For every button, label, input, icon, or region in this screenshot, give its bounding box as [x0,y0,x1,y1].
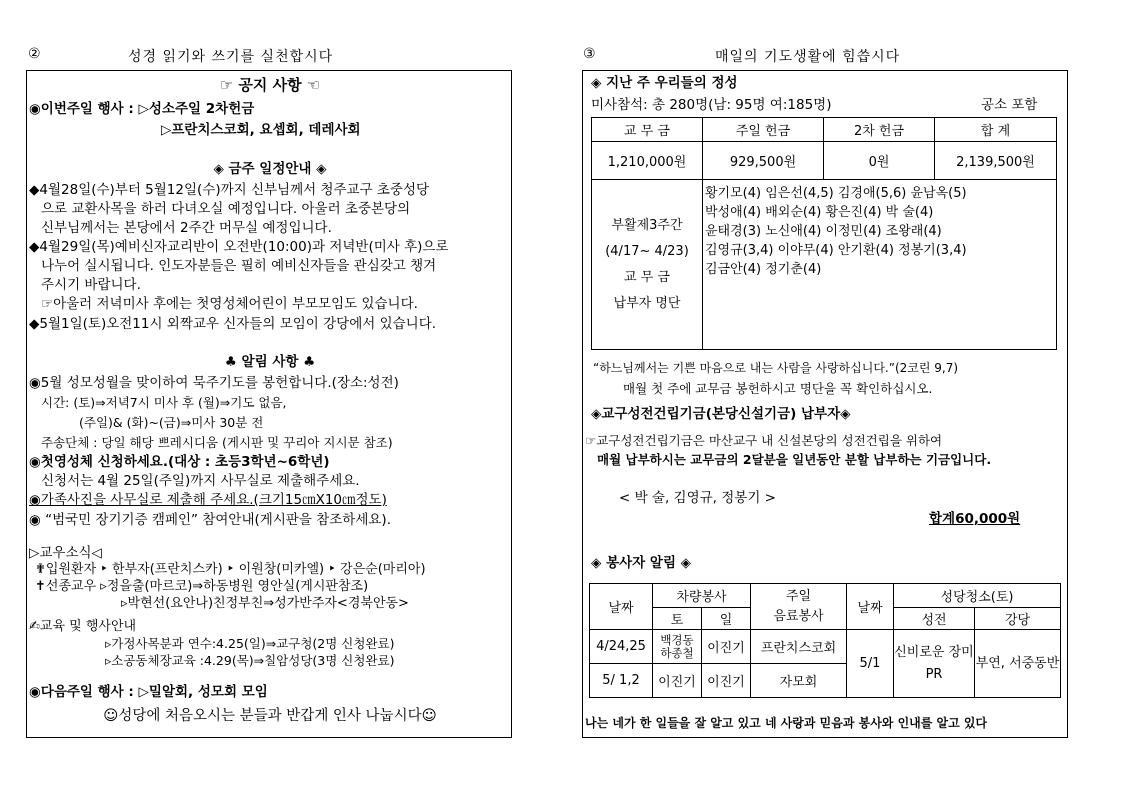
alert-line: ◉첫영성체 신청하세요.(대상 : 초등3학년~6학년) [29,454,330,470]
donor-label-line: (4/17~ 4/23) [605,243,689,259]
service-header: 성당청소(토) [894,584,1061,608]
greeting: ☺성당에 처음오시는 분들과 반갑게 인사 나눕시다☺ [103,708,437,724]
page-number-right: ③ [583,46,596,62]
footer-verse: 나는 네가 한 일들을 잘 알고 있고 네 사랑과 믿음과 봉사와 인내를 알고 있다 [585,716,988,730]
service-cell: 이진기 [702,630,751,664]
service-cell: 5/1 [847,630,894,698]
schedule-line: ◆5월1일(토)오전11시 외짝교우 신자들의 모임이 강당에서 있습니다. [29,316,437,332]
service-cell: 부연, 서중동반 [975,630,1061,698]
service-header-line: 음료봉사 [773,608,824,624]
service-cell: 자모회 [751,664,847,698]
alert-line: 주송단체 : 당일 해당 쁘레시디움 (게시판 및 꾸리아 지시문 참조) [41,435,393,450]
service-cell: 백경동 하종철 [653,630,702,664]
schedule-line: 으로 교환사목을 하러 다녀오실 예정입니다. 아울러 초중본당의 [41,201,411,217]
service-header: 날짜 [847,584,894,630]
donor-line: 김금안(4) 정기춘(4) [705,262,822,277]
edu-line: ▹가정사목분과 연수:4.25(일)⇒교구청(2명 신청완료) [105,636,395,651]
fund-total: 합계60,000원 [929,511,1021,527]
news-title: ▷교우소식◁ [29,545,102,561]
next-week-event: ◉다음주일 행사 : ▷밀알회, 성모회 모임 [29,684,268,700]
donor-line: 김영규(3,4) 이야무(4) 안기환(4) 정봉기(3,4) [705,243,967,258]
col-header: 2차 헌금 [824,118,935,142]
donor-line: 박성애(4) 배외순(4) 황은진(4) 박 술(4) [705,205,934,220]
news-line: ✝선종교우 ▹정을출(마르코)⇒하동병원 영안실(게시판참조) [35,579,369,594]
donor-label [592,180,703,350]
offering-title: ◈ 지난 주 우리들의 정성 [591,75,738,91]
schedule-line: 나누어 실시됩니다. 인도자분들은 필히 예비신자들을 관심갖고 챙겨 [41,258,437,274]
donor-label-line: 납부자 명단 [613,295,681,311]
attendance: 미사참석: 총 280명(남: 95명 여:185명) [591,97,832,113]
amount-cell: 1,210,000원 [592,142,703,180]
notice-panel [26,70,512,738]
service-header: 토 [653,608,702,630]
page-number-left: ② [28,46,41,62]
col-header: 교 무 금 [592,118,703,142]
right-header: 매일의 기도생활에 힘씁시다 [715,49,901,65]
alert-line: 시간: (토)⇒저녁7시 미사 후 (월)⇒기도 없음, [41,395,287,410]
service-cell: 프란치스코회 [751,630,847,664]
service-header: 차량봉사 [653,584,751,608]
service-header: 일 [702,608,751,630]
schedule-line: 신부님께서는 본당에서 2주간 머무실 예정입니다. [41,220,332,236]
fund-line: 매월 납부하시는 교무금의 2달분을 일년동안 분할 납부하는 기금입니다. [597,452,992,467]
this-week-event: ◉이번주일 행사 : ▷성소주일 2차헌금 [29,101,255,117]
amount-cell: 0원 [824,142,935,180]
alert-line: 신청서는 4월 25일(주일)까지 사무실로 제출해주세요. [41,473,360,489]
amount-cell: 929,500원 [703,142,824,180]
alert-line: ◉ “범국민 장기기증 캠페인” 참여안내(게시판을 참조하세요). [29,512,391,528]
service-cell: 신비로운 장미PR [894,630,975,698]
news-line: ✟입원환자 ‣ 한부자(프란치스카) ‣ 이원창(미카엘) ‣ 강은순(마리아) [35,562,426,577]
edu-title: ✍교육 및 행사안내 [29,619,137,634]
left-header: 성경 읽기와 쓰기를 실천합시다 [128,49,334,65]
offering-panel [582,70,1068,738]
schedule-line: ◆4월29일(목)예비신자교리반이 오전반(10:00)과 저녁반(미사 후)으로 [29,239,449,255]
schedule-line: 주시기 바랍니다. [41,277,141,293]
quote-note: 매월 첫 주에 교무금 봉헌하시고 명단을 꼭 확인하십시오. [623,381,933,396]
alert-title: ♣ 알림 사항 ♣ [224,354,316,370]
service-cell: 이진기 [702,664,751,698]
service-title: ◈ 봉사자 알림 ◈ [591,555,692,571]
schedule-line: ◆4월28일(수)부터 5월12일(수)까지 신부님께서 청주교구 초중성당 [29,182,430,198]
service-header [751,584,847,630]
notice-title: ☞ 공지 사항 ☜ [219,76,321,94]
fund-line: ☞교구성전건립기금은 마산교구 내 신설본당의 성전건립을 위하여 [585,433,943,448]
donor-line: 황기모(4) 임은선(4,5) 김경애(5,6) 윤남옥(5) [705,186,967,201]
quote: “하느님께서는 기쁜 마음으로 내는 사람을 사랑하십니다.”(2코린 9,7) [593,361,959,375]
fund-names: < 박 술, 김영규, 정봉기 > [619,490,776,506]
amount-cell: 2,139,500원 [935,142,1057,180]
service-header: 성전 [894,608,975,630]
offering-table [591,117,1057,350]
col-header: 합 계 [935,118,1057,142]
alert-line: ◉가족사진을 사무실로 제출해 주세요.(크기15㎝X10㎝정도) [29,492,387,508]
service-header: 강당 [975,608,1061,630]
service-header-line: 주일 [785,588,812,604]
attendance-note: 공소 포함 [981,97,1038,113]
alert-line: ◉5월 성모성월을 맞이하여 묵주기도를 봉헌합니다.(장소:성전) [29,375,399,391]
service-table [589,583,1061,698]
service-header: 날짜 [590,584,653,630]
schedule-line: ☞아울러 저녁미사 후에는 첫영성체어린이 부모모임도 있습니다. [41,296,418,312]
service-cell: 5/ 1,2 [590,664,653,698]
donor-label-line: 부활제3주간 [611,217,683,233]
service-cell: 이진기 [653,664,702,698]
alert-line: (주일)& (화)~(금)⇒미사 30분 전 [79,415,264,430]
schedule-title: ◈ 금주 일정안내 ◈ [213,161,327,177]
fund-title: ◈교구성전건립기금(본당신설기금) 납부자◈ [591,406,851,422]
donor-line: 윤태경(3) 노신애(4) 이정민(4) 조왕래(4) [705,224,942,239]
col-header: 주일 헌금 [703,118,824,142]
donor-label-line: 교 무 금 [624,269,670,285]
edu-line: ▹소공동체장교육 :4.29(목)⇒칠암성당(3명 신청완료) [105,653,395,668]
this-week-groups: ▷프란치스코회, 요셉회, 데레사회 [161,122,361,138]
service-cell: 4/24,25 [590,630,653,664]
news-line: ▹박현선(요안나)친정부친⇒성가반주자<경북안동> [121,596,409,611]
donor-list [703,180,1057,350]
